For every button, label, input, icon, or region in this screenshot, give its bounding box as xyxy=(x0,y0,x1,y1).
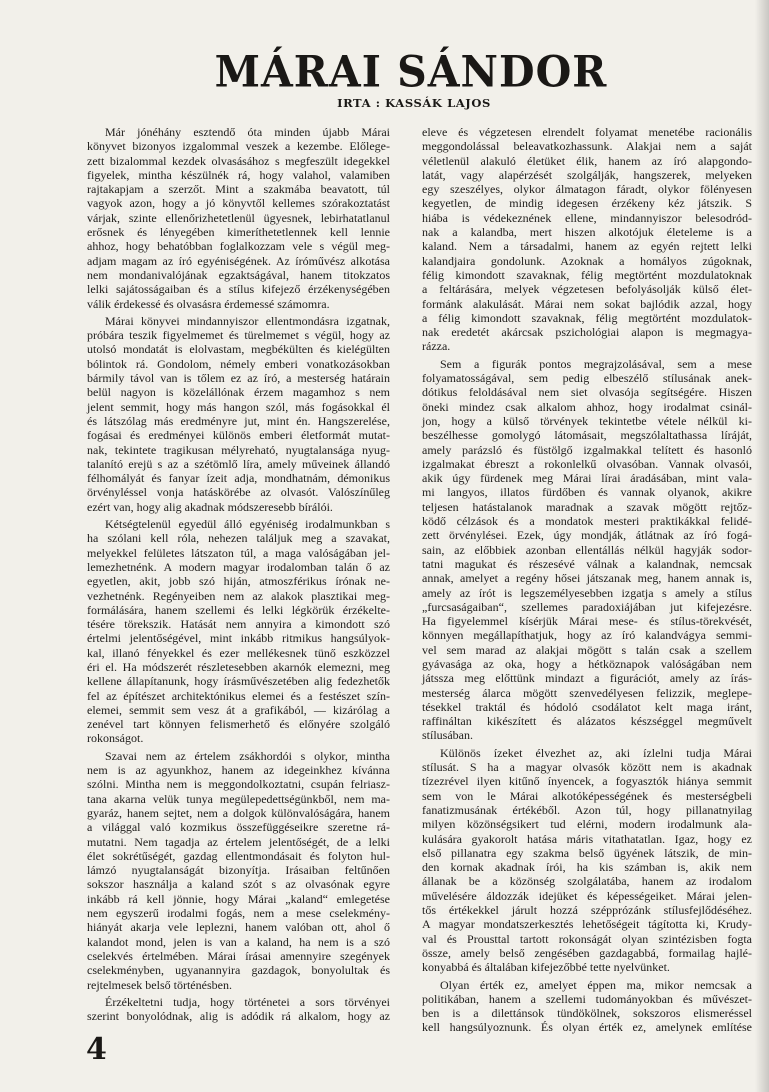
text-line: ben is a dilettánsok tündökölnek, sokszoros elismeréssel xyxy=(422,1006,752,1021)
text-line: sokszor használja a kaland szót s az olvasónak egyre xyxy=(87,877,390,892)
text-line: dótikus feloldásával nem siet olvasója segítségére. Hiszen xyxy=(422,385,752,400)
text-line: örvényléssel vonja hatáskörébe az olvasót. Valószínűleg xyxy=(87,485,390,500)
text-line: bármily távol van is tőlem ez az író, a mesterség határain xyxy=(87,371,390,386)
text-line: lemezhetnénk. A modern magyar irodalomban talán ő az xyxy=(87,559,390,574)
text-line: konyabbá és általában kifejezőbbé tette nyelvünket. xyxy=(422,960,670,975)
text-line: akik úgy fürdenek meg Márai lírai áradásában, mint vala- xyxy=(422,471,752,486)
text-line: a feltárására, melyek végzetesen befolyásolják külső élet- xyxy=(422,282,752,297)
text-line: amely az írót is legszemélyesebben izgatja s amely a stílus xyxy=(422,585,752,600)
text-line: lelki sajátosságaiban és a stílus kifejező érzékenységében xyxy=(87,282,390,297)
text-line: erősnek és lényegében kimeríthetetlennek kell lennie xyxy=(87,225,390,240)
text-line: válik érdekessé és olvasásra érdemessé számomra. xyxy=(87,296,330,311)
text-line: össze, amely belső zengésében gazdagabbá, formailag hajlé- xyxy=(422,945,752,960)
paragraph xyxy=(422,978,752,1035)
text-line: nak a kalandba, mert hiszen alkotójuk életeleme is a xyxy=(422,225,752,240)
text-line: Olyan érték ez, amelyet éppen ma, mikor nemcsak a xyxy=(440,977,752,992)
text-line: jelent semmit, hogy más hangon szól, más fogásokkal él xyxy=(87,399,390,414)
text-column-right xyxy=(422,125,752,1038)
text-line: tős értékekkel járult hozzá szépprózánk stílusfejlődéséhez. xyxy=(422,903,752,918)
text-line: vagyok azon, hogy a jó könyvtől kellemes szórakoztatást xyxy=(87,196,390,211)
paragraph xyxy=(87,125,390,311)
paragraph xyxy=(87,995,390,1024)
text-line: ahhoz, hogy behatóbban foglalkozzam vele s végül meg- xyxy=(87,239,390,254)
text-line: folyamatosságával, sem pedig elbeszélő stílusának anek- xyxy=(422,371,752,386)
text-line: melyekkel felületes látszaton túl, a maga valóságában jel- xyxy=(87,545,390,560)
text-line: kalandot mond, jelen is van a kaland, ha nem is a szó xyxy=(87,934,390,949)
text-line: kal, illanó fényekkel és ezer mellékesnek tünő eszközzel xyxy=(87,645,390,660)
text-line: val és Prousttal tartott rokonságát olyan szintézisben fogta xyxy=(422,931,752,946)
text-line: sain, az előbbiek azonban ellentállás nélkül hagyják sodor- xyxy=(422,542,752,557)
text-line: latát, vagy alapérzését szolgálják, hangszerek, melyeken xyxy=(422,167,752,182)
text-line: inkább rá kell jönnie, hogy Márai „kaland“ emlegetése xyxy=(87,891,390,906)
text-line: ködő célzások és a mondatok mesteri praktikákkal felidé- xyxy=(422,514,752,529)
text-line: raffináltan kikészített és alázatos készséggel megművelt xyxy=(422,714,752,729)
paragraph xyxy=(422,357,752,743)
text-line: a félig kimondott szavaknak, félig megtörtént mozdulatok- xyxy=(422,310,752,325)
text-line: kellene állapítanunk, hogy írásművészetében alig fedezhetők xyxy=(87,674,390,689)
text-line: félig kimondott szavaknak, félig megtörtént mozdulatoknak xyxy=(422,267,752,282)
text-line: zenével tart könnyen felismerhető és előnyére szolgáló xyxy=(87,717,390,732)
text-line: figyelek, mintha készülnék rá, hogy valahol, valamiben xyxy=(87,167,390,182)
text-line: elemei, semmit sem vesz át a grafikából, — kizárólag a xyxy=(87,702,390,717)
text-line: stílusában. xyxy=(422,728,473,743)
text-line: kalandjaira gondolunk. Azoknak a homályos zúgoknak, xyxy=(422,253,752,268)
text-line: tésekkel traktál és hódoló csodálatot kelt maga iránt, xyxy=(422,699,752,714)
text-line: kulására gyakorolt hatása máris vitathatatlan. Igaz, hogy ez xyxy=(422,831,752,846)
text-line: jon, hogy a külső törvények tekintetbe vétele nélkül ki- xyxy=(422,413,752,428)
text-line: első pillanatra egy szakma belső ügyének látszik, de min- xyxy=(422,845,752,860)
text-line: öneki mindez csak alkalom ahhoz, hogy irodalmat csinál- xyxy=(422,399,752,414)
text-line: fanatizmusának értékéből. Azon túl, hogy pillanatnyilag xyxy=(422,802,752,817)
text-line: eleve és végzetesen elrendelt folyamat menetébe racionális xyxy=(422,125,752,139)
article-title: MÁRAI SÁNDOR xyxy=(214,46,608,98)
paragraph xyxy=(87,749,390,992)
text-line: formálására, hanem szellemi és lelki légkörük érzékelte- xyxy=(87,602,390,617)
text-line: cselekményben, ugyanannyira gazdagok, bonyolultak és xyxy=(87,963,390,978)
text-line: félhomályát és fanyar ízeit adja, mondhatnám, démonikus xyxy=(87,471,390,486)
text-line: politikában, hanem a szellemi tudományokban és művészet- xyxy=(422,991,752,1006)
text-line: játssza meg előttünk mindazt a figurációt, amely az írás- xyxy=(422,671,752,686)
text-line: egy szeszélyes, olykor álmatagon fáradt, olykor fölényesen xyxy=(422,182,752,197)
text-line: ezért van, hogy alig akadnak módszeresebb bírálói. xyxy=(87,499,333,514)
text-line: és látszólag más eredményre jut, mint én. Hangszerelése, xyxy=(87,413,390,428)
text-line: vel sem marad az alakjai mögött s talán csak a szellem xyxy=(422,642,752,657)
paragraph xyxy=(87,517,390,746)
text-line: Kétségtelenül egyedül álló egyéniség irodalmunkban s xyxy=(105,517,390,532)
article-byline: IRTA : KASSÁK LAJOS xyxy=(337,96,491,110)
text-line: kell hangsúlyoznunk. És olyan érték ez, amelynek említése xyxy=(422,1020,752,1035)
text-line: annak, amelyet a regény hősei játszanak meg, hanem annak is, xyxy=(422,571,752,586)
text-line: kegyetlen, de mindig idegesen érzékeny kéz játszik. S xyxy=(422,196,752,211)
text-line: amely parázsló és füstölgő izgalmakkal telített és hasonló xyxy=(422,442,752,457)
text-column-left xyxy=(87,125,390,1026)
text-line: zett bizalommal kezdek olvasásához s megfeszült idegekkel xyxy=(87,153,390,168)
text-line: értelmi jelentőségével, mint inkább ritmikus hangsúlyok- xyxy=(87,631,390,646)
text-line: tatni magukat és részesévé válnak a kalandnak, nemcsak xyxy=(422,556,752,571)
text-line: hiába is védekeznének ellene, mindannyiszor belesodród- xyxy=(422,210,752,225)
text-line: den kornak akadnak írói, ha kis számban is, akik nem xyxy=(422,860,752,875)
text-line: gyaráz, hanem sejtet, nem a dolgok különvalóságára, hanem xyxy=(87,805,390,820)
text-line: rokonságot. xyxy=(87,731,144,746)
text-line: bólintok rá. Gondolom, némely emberi vonatkozásokban xyxy=(87,356,390,371)
text-line: stílusát. S ha a magyar olvasók között nem is akadnak xyxy=(422,760,752,775)
text-line: mesterség álarca mögött szenvedélyesen felizzik, meglepe- xyxy=(422,685,752,700)
text-line: meggondolással beleavatkozhassunk. Alakjai nem a saját xyxy=(422,139,752,154)
text-line: belül nagyon is közelállónak érzem magamhoz s nem xyxy=(87,385,390,400)
text-line: nem is az agyunkhoz, hanem az idegeinkhez kívánna xyxy=(87,763,390,778)
page-number: 4 xyxy=(86,1032,107,1067)
paragraph xyxy=(87,314,390,514)
text-line: fel az építészet architektónikus elemei és a festészet szín- xyxy=(87,688,390,703)
text-line: utolsó mondatát is elolvastam, megbékülten és kielégülten xyxy=(87,342,390,357)
text-line: a világgal való kozmikus összefüggéseikre szeretne rá- xyxy=(87,820,390,835)
text-line: rejtelmesek belső történésben. xyxy=(87,977,232,992)
text-line: nem mondanivalójának egzaktságával, hanem titokzatos xyxy=(87,267,390,282)
text-line: nak eredetét akárcsak pszichológiai alapon is megmagya- xyxy=(422,325,752,340)
text-line: zett örvénylései. Ezek, úgy mondják, átlátnak az író fogá- xyxy=(422,528,752,543)
text-line: talanító erejü s az a szétömlő líra, amely műveinek állandó xyxy=(87,456,390,471)
text-line: fogásai és eredményei különös emberi életformát mutat- xyxy=(87,428,390,443)
text-line: egyetlen, akit, jobb szó hiján, atmoszférikus írónak ne- xyxy=(87,574,390,589)
text-line: véletlenül alakuló életüket élik, hanem az író alapgondo- xyxy=(422,153,752,168)
text-line: mutatni. Nem tagadja az értelem jelentőségét, de a lelki xyxy=(87,834,390,849)
text-line: próbára teszik figyelmemet és türelmemet s végül, hogy az xyxy=(87,328,390,343)
text-line: Márai könyvei mindannyiszor ellentmondásra izgatnak, xyxy=(105,313,390,328)
text-line: tésére törekszik. Hatását nem annyira a kimondott szó xyxy=(87,617,390,632)
text-line: Szavai nem az értelem zsákhordói s olykor, mintha xyxy=(105,748,390,763)
text-line: nak, tekintete tragikusan mélyreható, nyugtalansága nyug- xyxy=(87,442,390,457)
text-line: mi langyos, illatos fürdőben és vannak olyanok, akikre xyxy=(422,485,752,500)
text-line: várjak, szinte ellenőrizhetetlenül ügyesnek, lebirhatatlanul xyxy=(87,210,390,225)
text-line: szólni. Mintha nem is meggondolkoztatni, csupán felriasz- xyxy=(87,777,390,792)
text-line: állanak be a közönség szolgálatába, hanem az irodalom xyxy=(422,874,752,889)
text-line: élet sokrétűségét, gazdag ellentmondásait és folyton hul- xyxy=(87,848,390,863)
text-line: ha szólani kell róla, nehezen találjuk meg a szavakat, xyxy=(87,531,390,546)
text-line: rajtakapjam a szerzőt. Mint a szakmába beavatott, túl xyxy=(87,182,390,197)
text-line: tana akarna velük tunya megülepedettségünkből, nem ma- xyxy=(87,791,390,806)
text-line: „furcsaságaiban“, szellemes paradoxiájában jut kifejezésre. xyxy=(422,599,752,614)
paragraph xyxy=(422,746,752,975)
text-line: szerint bonyolódnak, alig is adódik rá alkalom, hogy az xyxy=(87,1009,390,1024)
text-line: sem von le Márai alkotóképességének és mesterségbeli xyxy=(422,788,752,803)
text-line: nem egyszerű irodalmi fogás, nem a mese cselekmény- xyxy=(87,906,390,921)
page-edge-shadow xyxy=(755,0,769,1092)
text-line: tízezrével ilyen kitűnő ínyencek, a fogyasztók hiánya semmit xyxy=(422,774,752,789)
text-line: Már jónéhány esztendő óta minden újabb Márai xyxy=(105,125,390,139)
text-line: gyávasága az oka, hogy a hétköznapok valóságában nem xyxy=(422,656,752,671)
text-line: Érzékeltetni tudja, hogy történetei a sors törvényei xyxy=(105,994,390,1009)
text-line: adjam magam az író egyéniségének. Az íróművész alkotása xyxy=(87,253,390,268)
text-line: A magyar mondatszerkesztés lehetőségeit tágította ki, Krudy- xyxy=(422,917,752,932)
text-line: beszélhesse gomolygó látomásait, megszólaltathassa líráját, xyxy=(422,428,752,443)
text-line: Ha figyelemmel kísérjük Márai mese- és stílus-törekvését, xyxy=(422,614,752,629)
text-line: izgalmakat ébreszt a rokonlelkű olvasóban. Vannak olvasói, xyxy=(422,456,752,471)
text-line: hiányát akarja vele leplezni, hanem valóban ott, ahol ő xyxy=(87,920,390,935)
text-line: milyen közönségsikert tud elérni, modern irodalmunk ala- xyxy=(422,817,752,832)
text-line: vezhetnénk. Regényeiben nem az alakok plasztikai meg- xyxy=(87,588,390,603)
text-line: Különös ízeket élvezhet az, aki ízlelni tudja Márai xyxy=(440,745,752,760)
text-line: formánk alakulását. Márai nem sokat bajlódik azzal, hogy xyxy=(422,296,752,311)
text-line: cselekvés értelmében. Márai írásai amennyire szegények xyxy=(87,948,390,963)
text-line: éri el. Ha módszerét részletesebben akarnók elemezni, meg xyxy=(87,659,390,674)
text-line: teljesen hatástalanok maradnak a szavak mögött rejtőz- xyxy=(422,499,752,514)
text-line: könnyen megállapíthatjuk, hogy az író kalandvágya semmi- xyxy=(422,628,752,643)
text-line: lámzó nyugtalanságát bizonyítja. Irásaiban feltűnően xyxy=(87,863,390,878)
text-line: könyvet bizonyos izgalommal veszek a kezembe. Előlege- xyxy=(87,139,390,154)
text-line: rázza. xyxy=(422,339,451,354)
text-line: Sem a figurák pontos megrajzolásával, sem a mese xyxy=(440,356,752,371)
paragraph xyxy=(422,125,752,354)
text-line: kaland. Nem a társadalmi, hanem az egyén rejtett lelki xyxy=(422,239,752,254)
text-line: művelésére áldozzák idejüket és képességeiket. Márai jelen- xyxy=(422,888,752,903)
